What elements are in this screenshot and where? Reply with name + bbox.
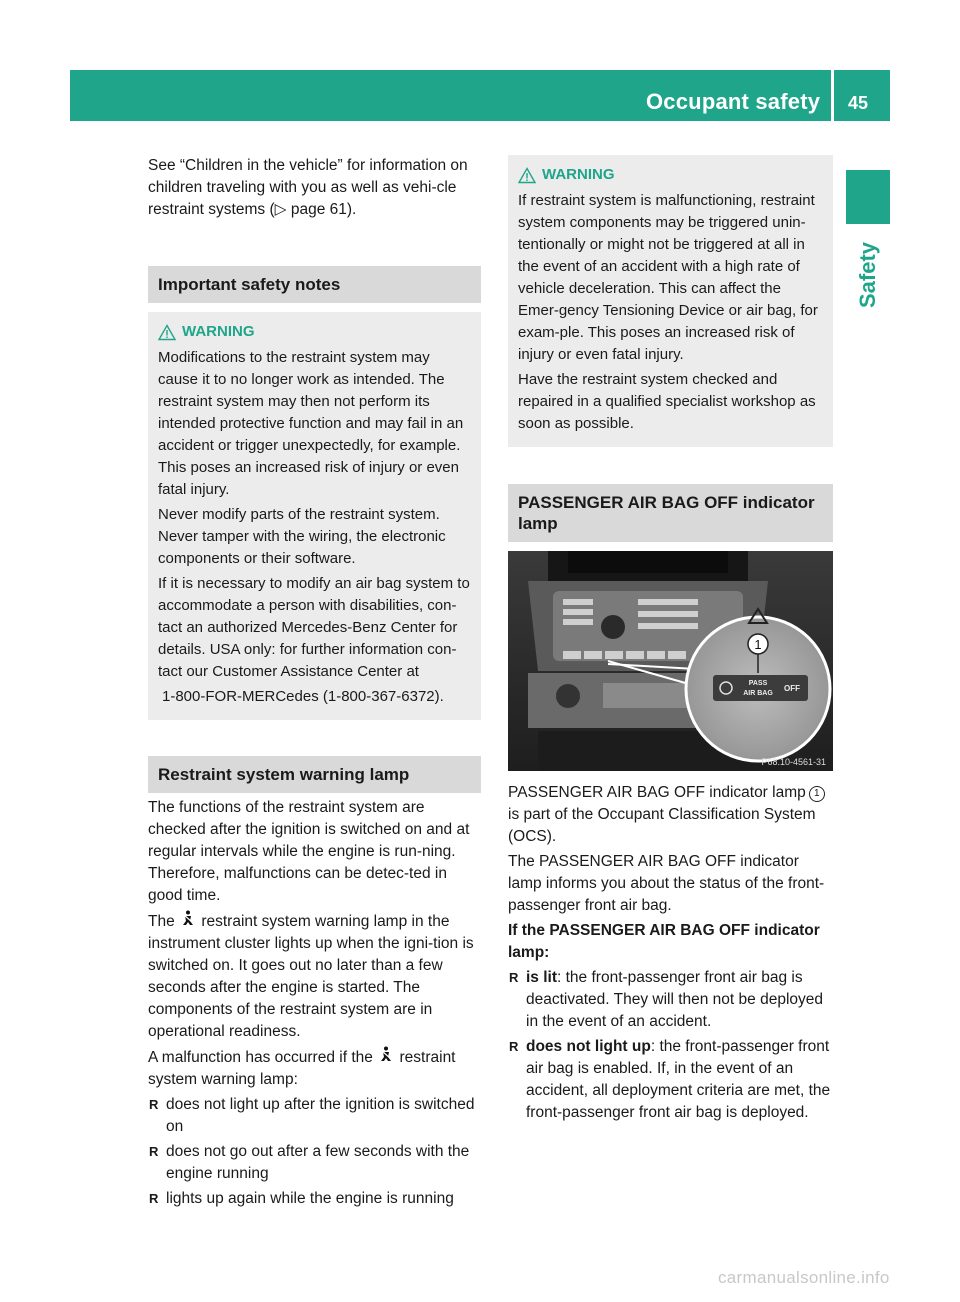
dashboard-photo bbox=[508, 551, 833, 771]
side-tab-marker bbox=[846, 170, 890, 224]
photo-code: P68.10-4561-31 bbox=[761, 757, 826, 767]
warning-triangle-icon bbox=[158, 324, 176, 341]
warning-text: If restraint system is malfunctioning, restraint system components may be triggered unin-tentionally or might not be triggered at all in the event of an accident with a high rate of vehicle deceleration. This can affect the Emer-gency Tensioning Device or air bag, for exam-ple. This poses an increased risk of injury or even fatal injury. bbox=[518, 192, 818, 363]
list-item: R lights up again while the engine is running bbox=[148, 1188, 481, 1210]
warning-box-malfunction bbox=[508, 155, 833, 447]
right-column bbox=[508, 155, 833, 1127]
list-item bbox=[508, 967, 833, 1033]
indicator-status-list bbox=[508, 967, 833, 1124]
inline-text: A malfunction has occurred if the bbox=[148, 1049, 373, 1066]
warning-box-modifications bbox=[148, 312, 481, 720]
body-paragraph: The PASSENGER AIR BAG OFF indicator lamp informs you about the status of the front-passenger front air bag. bbox=[508, 853, 825, 914]
subheading: If the PASSENGER AIR BAG OFF indicator lamp: bbox=[508, 922, 820, 961]
page-number: 45 bbox=[848, 93, 869, 113]
callout-reference: 1 bbox=[809, 786, 825, 802]
body-paragraph: The functions of the restraint system are checked after the ignition is switched on and at regular intervals while the engine is run-ning. Therefore, malfunctions can be detec-ted in good time. bbox=[148, 799, 470, 904]
page-title: Occupant safety bbox=[646, 89, 821, 114]
intro-paragraph: See “Children in the vehicle” for information on children traveling with you as well as vehi-cle restraint systems (▷ page 61). bbox=[148, 157, 468, 218]
lamp-label-off: OFF bbox=[784, 684, 800, 693]
inline-text: restraint system warning lamp in the instrument cluster lights up when the igni-tion is switched on. It goes out no later than a few seconds after the engine is started. The components of the restraint system are in operational readiness. bbox=[148, 913, 474, 1040]
warning-heading bbox=[158, 321, 472, 343]
body-paragraph bbox=[508, 782, 833, 848]
warning-heading bbox=[518, 164, 824, 186]
list-item-text: : the front-passenger front air bag is deactivated. They will then not be deployed in the event of an accident. bbox=[526, 969, 823, 1030]
watermark: carmanualsonline.info bbox=[718, 1268, 890, 1287]
seatbelt-warning-icon bbox=[179, 910, 197, 933]
inline-text: PASSENGER AIR BAG OFF indicator lamp bbox=[508, 784, 806, 801]
body-paragraph bbox=[148, 910, 481, 1043]
list-item-term: does not light up bbox=[526, 1038, 651, 1055]
warning-triangle-icon bbox=[518, 167, 536, 184]
warning-text: Never modify parts of the restraint system. Never tamper with the wiring, the electronic components or their software. bbox=[158, 506, 446, 567]
inline-text: The bbox=[148, 913, 175, 930]
header-separator bbox=[831, 70, 834, 121]
inline-text: restraint system warning lamp: bbox=[148, 1049, 456, 1088]
section-heading-restraint-system-warning-lamp: Restraint system warning lamp bbox=[148, 756, 481, 793]
left-column bbox=[148, 155, 481, 1213]
list-item: R does not go out after a few seconds with the engine running bbox=[148, 1141, 481, 1185]
list-item: R does not light up after the ignition is switched on bbox=[148, 1094, 481, 1138]
lamp-label-pass: PASS bbox=[748, 680, 768, 687]
warning-text: Modifications to the restraint system may cause it to no longer work as intended. The restraint system may then not perform its intended protective function and may fail in an accident or trigger unexpectedly, for example. This poses an increased risk of injury or even fatal injury. bbox=[158, 349, 464, 498]
malfunction-list bbox=[148, 1094, 481, 1210]
dashboard-illustration bbox=[508, 551, 833, 771]
warning-text: Have the restraint system checked and repaired in a qualified specialist workshop as soon as possible. bbox=[518, 371, 816, 432]
section-heading-passenger-air-bag-off: PASSENGER AIR BAG OFF indicator lamp bbox=[508, 484, 833, 542]
body-paragraph bbox=[148, 1046, 481, 1091]
list-item-text: : the front-passenger front air bag is enabled. If, in the event of an accident, all deployment criteria are met, the front-passenger front air bag is deployed. bbox=[526, 1038, 831, 1121]
lamp-label-airbag: AIR BAG bbox=[743, 690, 773, 697]
list-item-term: is lit bbox=[526, 969, 558, 986]
list-item bbox=[508, 1036, 833, 1124]
section-heading-important-safety-notes: Important safety notes bbox=[148, 266, 481, 303]
customer-assistance-phone: 1-800-FOR-MERCedes (1-800-367-6372). bbox=[162, 688, 444, 705]
seatbelt-warning-icon bbox=[377, 1046, 395, 1069]
warning-label: WARNING bbox=[542, 166, 615, 183]
warning-text: If it is necessary to modify an air bag system to accommodate a person with disabilities, con-tact an authorized Mercedes-Benz Center for details. USA only: for further information con-tact our Customer Assistance Center at bbox=[158, 575, 470, 680]
side-section-label: Safety bbox=[855, 241, 880, 309]
inline-text: is part of the Occupant Classification System (OCS). bbox=[508, 806, 816, 845]
warning-label: WARNING bbox=[182, 323, 255, 340]
callout-number: 1 bbox=[754, 637, 762, 652]
